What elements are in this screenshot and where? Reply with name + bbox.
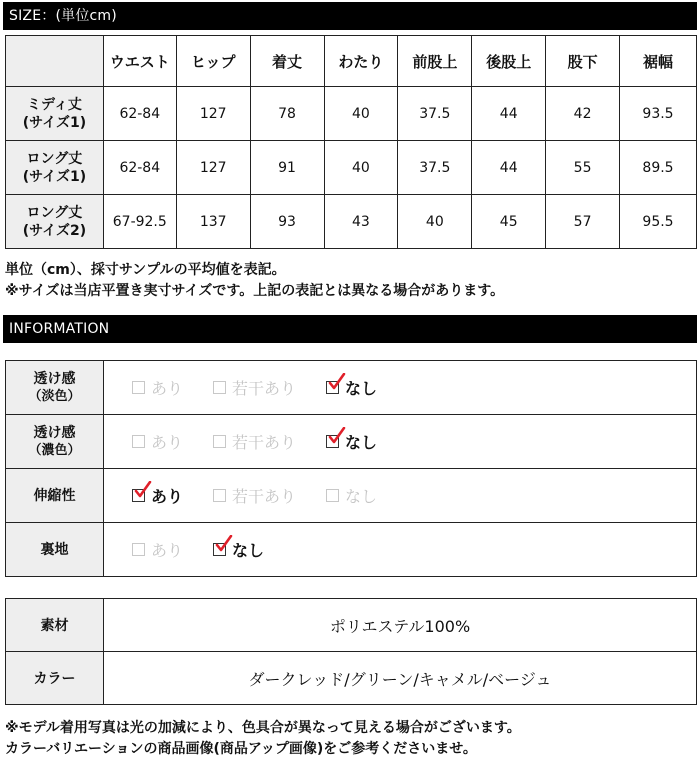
option-label: 若干あり (232, 487, 297, 506)
material-value: ポリエステル100% (104, 599, 697, 652)
option-checked[interactable] (326, 430, 377, 453)
empty-checkbox-icon (132, 435, 145, 448)
option-label: あり (151, 487, 184, 506)
material-row (6, 599, 697, 652)
footer-note: カラーバリエーションの商品画像(商品アップ画像)をご参考くださいませ。 (5, 741, 477, 757)
option-unchecked[interactable] (213, 484, 296, 507)
option-label: あり (151, 433, 184, 452)
info-row (6, 469, 697, 523)
size-note: 単位（cm）、採寸サンプルの平均値を表記。 (5, 262, 286, 278)
empty-checkbox-icon (132, 381, 145, 394)
empty-checkbox-icon (132, 543, 145, 556)
color-value: ダークレッド/グリーン/キャメル/ベージュ (104, 652, 697, 705)
option-label: あり (151, 379, 184, 398)
table-cell: 40 (398, 195, 472, 249)
table-cell: 40 (324, 141, 398, 195)
option-checked[interactable] (213, 538, 264, 561)
table-cell: 57 (546, 195, 620, 249)
table-cell: 62-84 (103, 141, 176, 195)
info-options (104, 361, 697, 415)
option-unchecked[interactable] (132, 376, 183, 399)
info-row-label: 透け感 （濃色） (6, 415, 104, 469)
column-header: ウエスト (103, 36, 176, 87)
info-row-label: 伸縮性 (6, 469, 104, 523)
option-unchecked[interactable] (213, 430, 296, 453)
row-label: ミディ丈 (サイズ1) (6, 87, 104, 141)
info-options (104, 415, 697, 469)
column-header: 後股上 (472, 36, 546, 87)
table-cell: 62-84 (103, 87, 176, 141)
table-cell: 127 (176, 87, 250, 141)
size-table-header-row (6, 36, 697, 87)
column-header: 裾幅 (620, 36, 697, 87)
checked-checkbox-icon (326, 381, 339, 394)
color-label: カラー (6, 652, 104, 705)
info-row (6, 523, 697, 577)
check-mark-icon (328, 373, 346, 393)
empty-checkbox-icon (213, 435, 226, 448)
option-unchecked[interactable] (132, 538, 183, 561)
option-checked[interactable] (326, 376, 377, 399)
table-cell: 127 (176, 141, 250, 195)
table-cell: 45 (472, 195, 546, 249)
table-cell: 91 (250, 141, 324, 195)
size-notes (5, 260, 504, 302)
information-section-header: INFORMATION (3, 315, 697, 343)
table-cell: 42 (546, 87, 620, 141)
footer-note: ※モデル着用写真は光の加減により、色具合が異なって見える場合がございます。 (5, 720, 521, 736)
table-cell: 40 (324, 87, 398, 141)
empty-checkbox-icon (213, 381, 226, 394)
material-label: 素材 (6, 599, 104, 652)
table-row (6, 195, 697, 249)
option-label: 若干あり (232, 433, 297, 452)
column-header: 前股上 (398, 36, 472, 87)
info-row-label: 透け感 （淡色） (6, 361, 104, 415)
information-table (5, 360, 697, 577)
option-label: なし (232, 541, 265, 560)
table-cell: 44 (472, 141, 546, 195)
option-label: なし (345, 433, 378, 452)
table-cell: 43 (324, 195, 398, 249)
row-label: ロング丈 (サイズ2) (6, 195, 104, 249)
column-header: 着丈 (250, 36, 324, 87)
checked-checkbox-icon (132, 489, 145, 502)
table-cell: 137 (176, 195, 250, 249)
option-label: あり (151, 541, 184, 560)
info-row (6, 415, 697, 469)
table-cell: 78 (250, 87, 324, 141)
empty-checkbox-icon (326, 489, 339, 502)
option-checked[interactable] (132, 484, 183, 507)
option-unchecked[interactable] (326, 484, 377, 507)
info-options (104, 523, 697, 577)
column-header: わたり (324, 36, 398, 87)
table-cell: 55 (546, 141, 620, 195)
row-label: ロング丈 (サイズ1) (6, 141, 104, 195)
table-cell: 37.5 (398, 87, 472, 141)
table-row (6, 141, 697, 195)
option-label: なし (345, 487, 378, 506)
checked-checkbox-icon (326, 435, 339, 448)
option-unchecked[interactable] (132, 430, 183, 453)
info-row (6, 361, 697, 415)
footer-notes (5, 718, 521, 760)
check-mark-icon (134, 481, 152, 501)
info-options (104, 469, 697, 523)
table-cell: 37.5 (398, 141, 472, 195)
size-table-corner (6, 36, 104, 87)
table-cell: 95.5 (620, 195, 697, 249)
material-table (5, 598, 697, 705)
table-cell: 44 (472, 87, 546, 141)
size-table (5, 35, 697, 249)
column-header: ヒップ (176, 36, 250, 87)
option-unchecked[interactable] (213, 376, 296, 399)
table-cell: 93.5 (620, 87, 697, 141)
empty-checkbox-icon (213, 489, 226, 502)
size-note: ※サイズは当店平置き実寸サイズです。上記の表記とは異なる場合があります。 (5, 283, 505, 299)
table-cell: 93 (250, 195, 324, 249)
checked-checkbox-icon (213, 543, 226, 556)
check-mark-icon (215, 535, 233, 555)
check-mark-icon (328, 427, 346, 447)
column-header: 股下 (546, 36, 620, 87)
table-cell: 67-92.5 (103, 195, 176, 249)
table-cell: 89.5 (620, 141, 697, 195)
option-label: 若干あり (232, 379, 297, 398)
table-row (6, 87, 697, 141)
info-row-label: 裏地 (6, 523, 104, 577)
option-label: なし (345, 379, 378, 398)
color-row (6, 652, 697, 705)
size-section-header: SIZE：(単位cm) (3, 2, 697, 30)
